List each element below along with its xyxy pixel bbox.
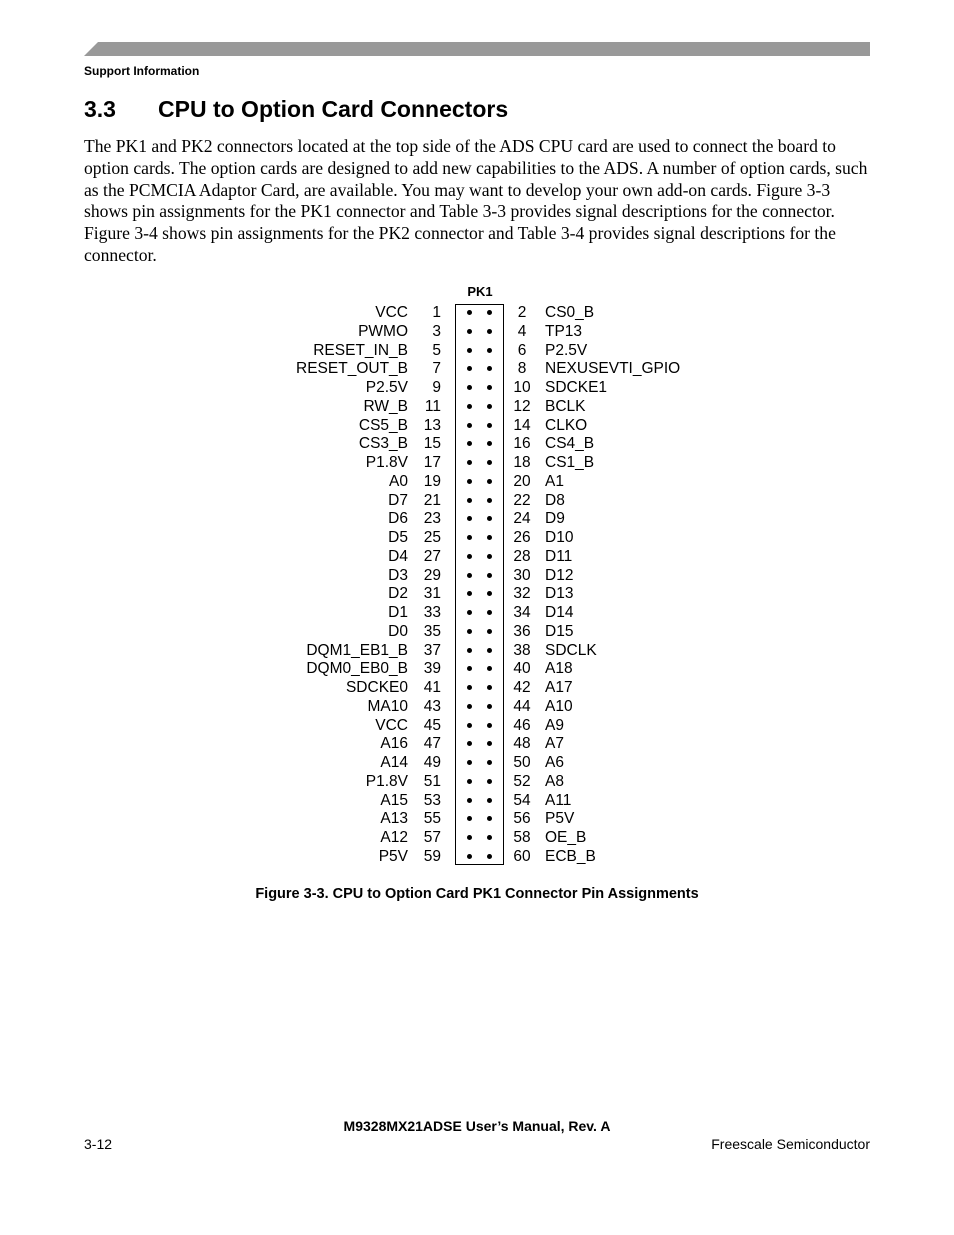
right-pin-dot [487, 423, 492, 428]
right-pin-dot [487, 441, 492, 446]
left-pin-dot [467, 648, 472, 653]
right-pin-dot [487, 741, 492, 746]
left-pin-dot [467, 385, 472, 390]
pin-row [0, 809, 954, 828]
pin-row [0, 397, 954, 416]
right-pin-dot [487, 329, 492, 334]
left-pin-dot [467, 423, 472, 428]
left-signal-label: D2 [388, 585, 408, 603]
left-signal-label: A12 [380, 829, 408, 846]
left-pin-dot [467, 310, 472, 315]
pin-row [0, 359, 954, 378]
right-signal-label: A7 [545, 735, 564, 753]
left-pin-dot [467, 554, 472, 559]
right-pin-dot [487, 554, 492, 559]
footer-company: Freescale Semiconductor [711, 1136, 870, 1152]
right-pin-dot [487, 798, 492, 803]
right-pin-dot [487, 854, 492, 859]
section-number: 3.3 [84, 96, 116, 122]
pin-row [0, 378, 954, 397]
right-signal-label: D14 [545, 604, 574, 621]
left-pin-dot [467, 685, 472, 690]
right-pin-number: 2 [517, 304, 527, 321]
right-pin-dot [487, 404, 492, 409]
left-pin-number: 43 [423, 697, 441, 715]
left-pin-dot [467, 591, 472, 596]
pin-row [0, 547, 954, 566]
pin-row [0, 772, 954, 791]
right-pin-number: 52 [513, 772, 531, 790]
right-pin-dot [487, 816, 492, 821]
left-pin-number: 29 [423, 566, 441, 584]
pin-row [0, 528, 954, 547]
right-signal-label: SDCKE1 [545, 379, 608, 396]
left-signal-label: D4 [388, 547, 408, 565]
right-pin-number: 8 [517, 360, 527, 378]
right-pin-dot [487, 460, 492, 465]
right-pin-number: 14 [513, 416, 531, 434]
right-pin-number: 32 [513, 585, 531, 603]
left-pin-dot [467, 629, 472, 634]
left-pin-number: 35 [423, 622, 441, 640]
right-signal-label: A1 [545, 472, 564, 490]
right-signal-label: SDCLK [545, 641, 597, 659]
left-signal-label: RESET_OUT_B [296, 360, 408, 378]
pin-row [0, 847, 954, 866]
right-signal-label: A17 [545, 679, 573, 696]
right-signal-label: A10 [545, 697, 573, 715]
left-pin-number: 45 [423, 716, 441, 734]
body-paragraph: The PK1 and PK2 connectors located at the top side of the ADS CPU card are used to connect the board to option cards. The option cards are designed to add new capabilities to the ADS. A number of option cards, such as the PCMCIA Adaptor Card, are available. You may want to develop your own add-on cards. Figure 3-3 shows pin assignments for the PK1 connector and Table 3-3 provides signal descriptions for the connector. Figure 3-4 shows pin assignments for the PK2 connector and Table 3-4 provides signal descriptions for the connector. [84, 136, 868, 265]
right-pin-number: 18 [513, 454, 531, 471]
left-pin-number: 9 [432, 379, 441, 396]
pin-row [0, 303, 954, 322]
left-signal-label: A0 [389, 472, 408, 490]
footer-manual-title: M9328MX21ADSE User’s Manual, Rev. A [343, 1118, 611, 1134]
right-pin-number: 20 [513, 472, 531, 490]
section-heading [84, 96, 508, 123]
connector-title: PK1 [467, 284, 493, 299]
right-pin-dot [487, 723, 492, 728]
left-pin-dot [467, 498, 472, 503]
right-pin-dot [487, 685, 492, 690]
left-signal-label: A14 [380, 754, 408, 771]
left-pin-number: 5 [432, 341, 441, 359]
left-signal-label: P1.8V [365, 772, 408, 790]
left-signal-label: SDCKE0 [345, 679, 408, 696]
section-title: CPU to Option Card Connectors [158, 96, 509, 122]
right-pin-number: 22 [513, 491, 531, 509]
header-bar [84, 42, 870, 56]
right-pin-dot [487, 535, 492, 540]
right-signal-label: A8 [545, 772, 564, 790]
pin-row [0, 453, 954, 472]
left-pin-dot [467, 535, 472, 540]
left-pin-number: 47 [423, 735, 441, 753]
right-pin-number: 48 [513, 735, 531, 753]
right-pin-dot [487, 591, 492, 596]
right-pin-dot [487, 610, 492, 615]
left-pin-dot [467, 816, 472, 821]
left-pin-dot [467, 460, 472, 465]
pin-row [0, 341, 954, 360]
pin-row [0, 322, 954, 341]
right-pin-number: 12 [513, 397, 531, 415]
left-pin-number: 57 [423, 829, 441, 846]
left-pin-number: 7 [432, 360, 441, 378]
left-pin-number: 27 [423, 547, 441, 565]
pin-row [0, 828, 954, 847]
right-pin-number: 46 [513, 716, 531, 734]
right-pin-number: 50 [513, 754, 531, 771]
left-pin-dot [467, 348, 472, 353]
pin-row [0, 416, 954, 435]
right-signal-label: NEXUSEVTI_GPIO [545, 360, 681, 378]
left-signal-label: D7 [388, 491, 408, 509]
right-pin-number: 4 [517, 322, 527, 340]
right-signal-label: OE_B [545, 829, 587, 846]
right-pin-dot [487, 835, 492, 840]
right-pin-dot [487, 479, 492, 484]
right-pin-number: 54 [513, 791, 531, 809]
pin-row [0, 734, 954, 753]
left-pin-dot [467, 704, 472, 709]
pin-row [0, 603, 954, 622]
right-pin-dot [487, 779, 492, 784]
pin-row [0, 659, 954, 678]
right-pin-dot [487, 573, 492, 578]
left-pin-dot [467, 741, 472, 746]
left-pin-number: 1 [432, 304, 441, 321]
right-pin-number: 26 [513, 529, 531, 546]
right-pin-dot [487, 385, 492, 390]
left-pin-dot [467, 760, 472, 765]
left-pin-number: 37 [423, 641, 441, 659]
right-pin-number: 38 [513, 641, 531, 659]
right-signal-label: D15 [545, 622, 574, 640]
right-signal-label: TP13 [545, 322, 583, 340]
right-signal-label: CS4_B [545, 435, 595, 453]
left-pin-dot [467, 610, 472, 615]
left-pin-dot [467, 329, 472, 334]
right-pin-dot [487, 348, 492, 353]
right-pin-dot [487, 629, 492, 634]
left-pin-dot [467, 404, 472, 409]
left-signal-label: CS5_B [358, 416, 408, 434]
section-label: Support Information [84, 64, 200, 78]
right-pin-number: 40 [513, 660, 531, 678]
pin-row [0, 791, 954, 810]
left-pin-number: 39 [423, 660, 441, 678]
left-signal-label: RW_B [363, 397, 408, 415]
right-signal-label: CS0_B [545, 304, 595, 321]
right-pin-dot [487, 310, 492, 315]
pin-row [0, 753, 954, 772]
right-pin-dot [487, 516, 492, 521]
right-pin-dot [487, 760, 492, 765]
left-pin-number: 11 [424, 397, 441, 415]
left-pin-dot [467, 366, 472, 371]
left-pin-dot [467, 854, 472, 859]
right-signal-label: P5V [545, 810, 575, 828]
right-pin-number: 44 [513, 697, 531, 715]
right-pin-dot [487, 704, 492, 709]
right-pin-number: 6 [517, 341, 527, 359]
pin-row [0, 641, 954, 660]
left-signal-label: A13 [380, 810, 408, 828]
right-signal-label: D12 [545, 566, 574, 584]
left-pin-dot [467, 573, 472, 578]
pin-row [0, 716, 954, 735]
left-pin-number: 51 [423, 772, 441, 790]
right-pin-number: 16 [513, 435, 531, 453]
right-signal-label: A18 [545, 660, 573, 678]
left-pin-number: 31 [423, 585, 441, 603]
right-pin-number: 58 [513, 829, 531, 846]
left-signal-label: CS3_B [358, 435, 408, 453]
right-signal-label: A11 [545, 791, 572, 809]
left-pin-number: 17 [423, 454, 441, 471]
left-signal-label: DQM1_EB1_B [306, 641, 408, 659]
right-pin-number: 36 [513, 622, 531, 640]
left-pin-number: 23 [423, 510, 441, 528]
pin-row [0, 622, 954, 641]
left-pin-number: 59 [423, 847, 441, 865]
right-pin-dot [487, 498, 492, 503]
right-signal-label: A9 [545, 716, 564, 734]
right-pin-number: 34 [513, 604, 531, 621]
left-pin-number: 3 [432, 322, 441, 340]
left-signal-label: PWMO [358, 322, 408, 340]
pin-row [0, 566, 954, 585]
left-signal-label: D0 [388, 622, 408, 640]
left-pin-dot [467, 479, 472, 484]
left-pin-number: 15 [423, 435, 441, 453]
right-pin-dot [487, 366, 492, 371]
right-signal-label: P2.5V [545, 341, 588, 359]
right-signal-label: BCLK [545, 397, 586, 415]
left-signal-label: P1.8V [365, 454, 408, 471]
right-signal-label: CLKO [545, 416, 588, 434]
right-pin-number: 28 [513, 547, 531, 565]
left-pin-dot [467, 516, 472, 521]
right-signal-label: ECB_B [545, 847, 596, 865]
left-pin-dot [467, 441, 472, 446]
right-signal-label: D13 [545, 585, 574, 603]
left-pin-dot [467, 723, 472, 728]
left-pin-number: 13 [423, 416, 441, 434]
left-pin-number: 21 [423, 491, 441, 509]
left-pin-dot [467, 835, 472, 840]
left-pin-number: 33 [423, 604, 441, 621]
pin-row [0, 472, 954, 491]
figure-caption: Figure 3-3. CPU to Option Card PK1 Connector Pin Assignments [255, 886, 699, 902]
right-pin-number: 60 [513, 847, 531, 865]
right-signal-label: D10 [545, 529, 574, 546]
left-signal-label: VCC [375, 304, 408, 321]
right-pin-number: 24 [513, 510, 531, 528]
footer-page-number: 3-12 [84, 1136, 113, 1152]
left-pin-number: 53 [423, 791, 441, 809]
pin-row [0, 434, 954, 453]
left-signal-label: DQM0_EB0_B [306, 660, 408, 678]
left-pin-number: 55 [423, 810, 441, 828]
right-signal-label: D9 [545, 510, 565, 528]
right-pin-number: 30 [513, 566, 531, 584]
pin-row [0, 584, 954, 603]
right-signal-label: D11 [545, 547, 573, 565]
left-pin-dot [467, 798, 472, 803]
left-signal-label: D5 [388, 529, 408, 546]
left-signal-label: RESET_IN_B [313, 341, 408, 359]
left-pin-number: 19 [423, 472, 441, 490]
left-pin-number: 49 [423, 754, 441, 771]
pin-row [0, 491, 954, 510]
right-signal-label: D8 [545, 491, 565, 509]
pin-row [0, 697, 954, 716]
left-signal-label: VCC [375, 716, 408, 734]
right-signal-label: A6 [545, 754, 564, 771]
left-signal-label: D3 [388, 566, 408, 584]
left-signal-label: A15 [380, 791, 408, 809]
left-pin-number: 41 [423, 679, 441, 696]
pin-row [0, 678, 954, 697]
left-pin-dot [467, 779, 472, 784]
right-signal-label: CS1_B [545, 454, 595, 471]
left-signal-label: D6 [388, 510, 408, 528]
left-pin-dot [467, 666, 472, 671]
left-signal-label: D1 [388, 604, 408, 621]
right-pin-number: 42 [513, 679, 531, 696]
right-pin-dot [487, 666, 492, 671]
right-pin-number: 10 [513, 379, 531, 396]
left-signal-label: P2.5V [365, 379, 408, 396]
left-pin-number: 25 [423, 529, 441, 546]
left-signal-label: A16 [380, 735, 408, 753]
left-signal-label: P5V [378, 847, 408, 865]
right-pin-dot [487, 648, 492, 653]
pin-row [0, 509, 954, 528]
right-pin-number: 56 [513, 810, 531, 828]
left-signal-label: MA10 [367, 697, 408, 715]
